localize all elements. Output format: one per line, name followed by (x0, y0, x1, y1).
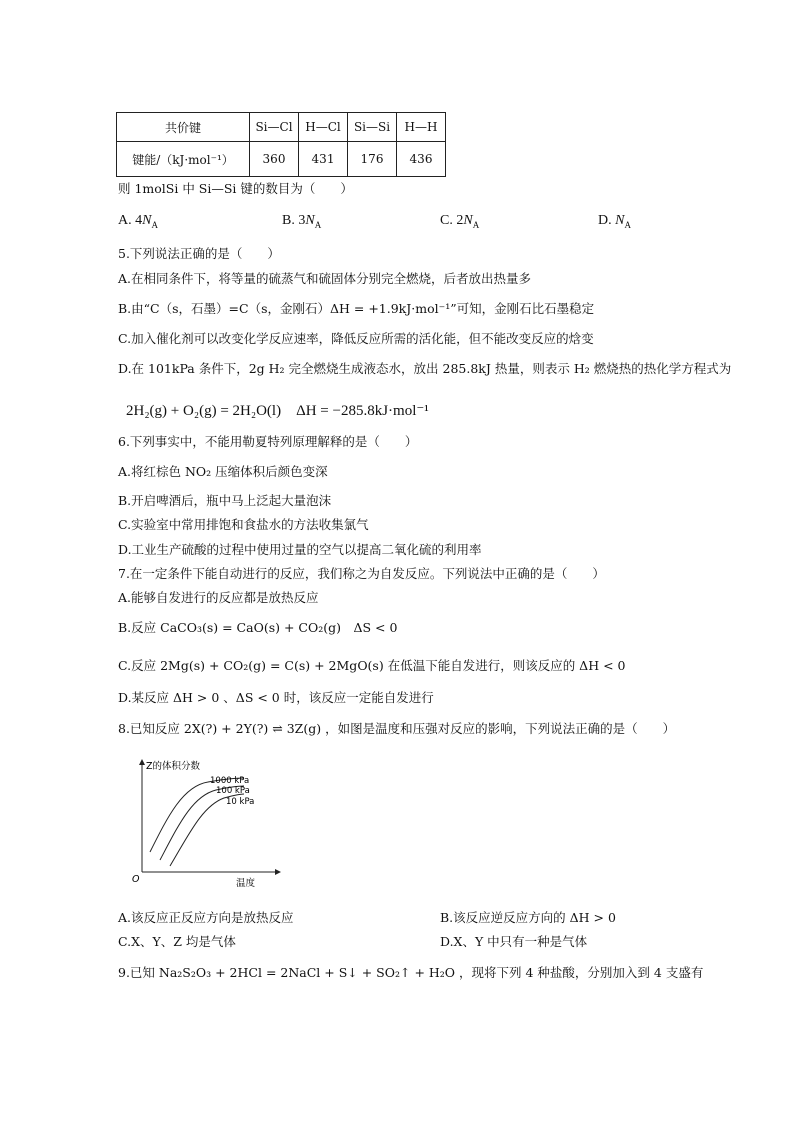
q6-option-a: A.将红棕色 NO₂ 压缩体积后颜色变深 (118, 464, 328, 479)
q6-stem: 6.下列事实中，不能用勒夏特列原理解释的是（ ） (118, 434, 418, 449)
q6-option-d: D.工业生产硫酸的过程中使用过量的空气以提高二氧化硫的利用率 (118, 542, 482, 557)
q8-stem: 8.已知反应 2X(?) + 2Y(?) ⇌ 3Z(g) ，如图是温度和压强对反应的影响，下列说法正确的是（ ） (118, 721, 676, 736)
q8-option-a: A.该反应正反应方向是放热反应 (118, 910, 294, 925)
table-cell: 431 (299, 142, 348, 177)
q8-option-d: D.X、Y 中只有一种是气体 (440, 934, 588, 949)
q7-option-c: C.反应 2Mg(s) + CO₂(g) = C(s) + 2MgO(s) 在低温下能自发进行，则该反应的 ΔH < 0 (118, 658, 626, 673)
table-header-row (117, 113, 446, 142)
table-header-cell: Si—Cl (250, 113, 299, 142)
q6-option-c: C.实验室中常用排饱和食盐水的方法收集氯气 (118, 517, 369, 532)
table-row (117, 142, 446, 177)
table-row-label: 键能/（kJ·mol⁻¹） (117, 142, 250, 177)
q7-stem: 7.在一定条件下能自动进行的反应，我们称之为自发反应。下列说法中正确的是（ ） (118, 566, 605, 581)
table-header-cell: H—H (397, 113, 446, 142)
series-label-100kpa: 100 kPa (216, 786, 250, 796)
q7-option-d: D.某反应 ΔH > 0 、ΔS < 0 时，该反应一定能自发进行 (118, 690, 434, 705)
q8-option-b: B.该反应逆反应方向的 ΔH > 0 (440, 910, 616, 925)
q6-option-b: B.开启啤酒后，瓶中马上泛起大量泡沫 (118, 493, 332, 508)
q7-option-b: B.反应 CaCO₃(s) = CaO(s) + CO₂(g) ΔS < 0 (118, 620, 398, 635)
table-header-cell: H—Cl (299, 113, 348, 142)
q4-stem: 则 1molSi 中 Si—Si 键的数目为（ ） (118, 181, 353, 196)
origin-label: O (132, 874, 140, 885)
q9-stem: 9.已知 Na₂S₂O₃ + 2HCl = 2NaCl + S↓ + SO₂↑ + H₂O ，现将下列 4 种盐酸，分别加入到 4 支盛有 (118, 965, 704, 980)
q4-option-c: C. $2N_A$ (440, 213, 480, 230)
x-axis-label: 温度 (236, 878, 256, 889)
q5-option-a: A.在相同条件下，将等量的硫蒸气和硫固体分别完全燃烧，后者放出热量多 (118, 271, 532, 286)
q5-option-b: B.由“C（s，石墨）=C（s，金刚石）ΔH = +1.9kJ·mol⁻¹”可知，金刚石比石墨稳定 (118, 301, 595, 316)
z-fraction-chart (128, 756, 288, 892)
q8-option-c: C.X、Y、Z 均是气体 (118, 934, 236, 949)
q5-d-equation: 2H₂(g) + O₂(g) = 2H₂O(l) ΔH = −285.8kJ·mol⁻¹ (126, 403, 429, 419)
q5-option-d: D.在 101kPa 条件下，2g H₂ 完全燃烧生成液态水，放出 285.8kJ 热量，则表示 H₂ 燃烧热的热化学方程式为 (118, 361, 732, 376)
q4-option-d: D. $N_A$ (598, 213, 631, 230)
q7-option-a: A.能够自发进行的反应都是放热反应 (118, 590, 319, 605)
series-label-1000kpa: 1000 kPa (210, 776, 250, 786)
table-cell: 360 (250, 142, 299, 177)
table-cell: 176 (348, 142, 397, 177)
table-header-cell: 共价键 (117, 113, 250, 142)
table-cell: 436 (397, 142, 446, 177)
bond-energy-table (116, 112, 446, 177)
q5-stem: 5.下列说法正确的是（ ） (118, 246, 280, 261)
series-label-10kpa: 10 kPa (226, 797, 255, 807)
q5-option-c: C.加入催化剂可以改变化学反应速率，降低反应所需的活化能，但不能改变反应的焓变 (118, 331, 594, 346)
table-header-cell: Si—Si (348, 113, 397, 142)
y-axis-label: Z的体积分数 (146, 761, 201, 772)
q4-option-b: B. $3N_A$ (282, 213, 322, 230)
q4-option-a: A. $4N_A$ (118, 213, 158, 230)
